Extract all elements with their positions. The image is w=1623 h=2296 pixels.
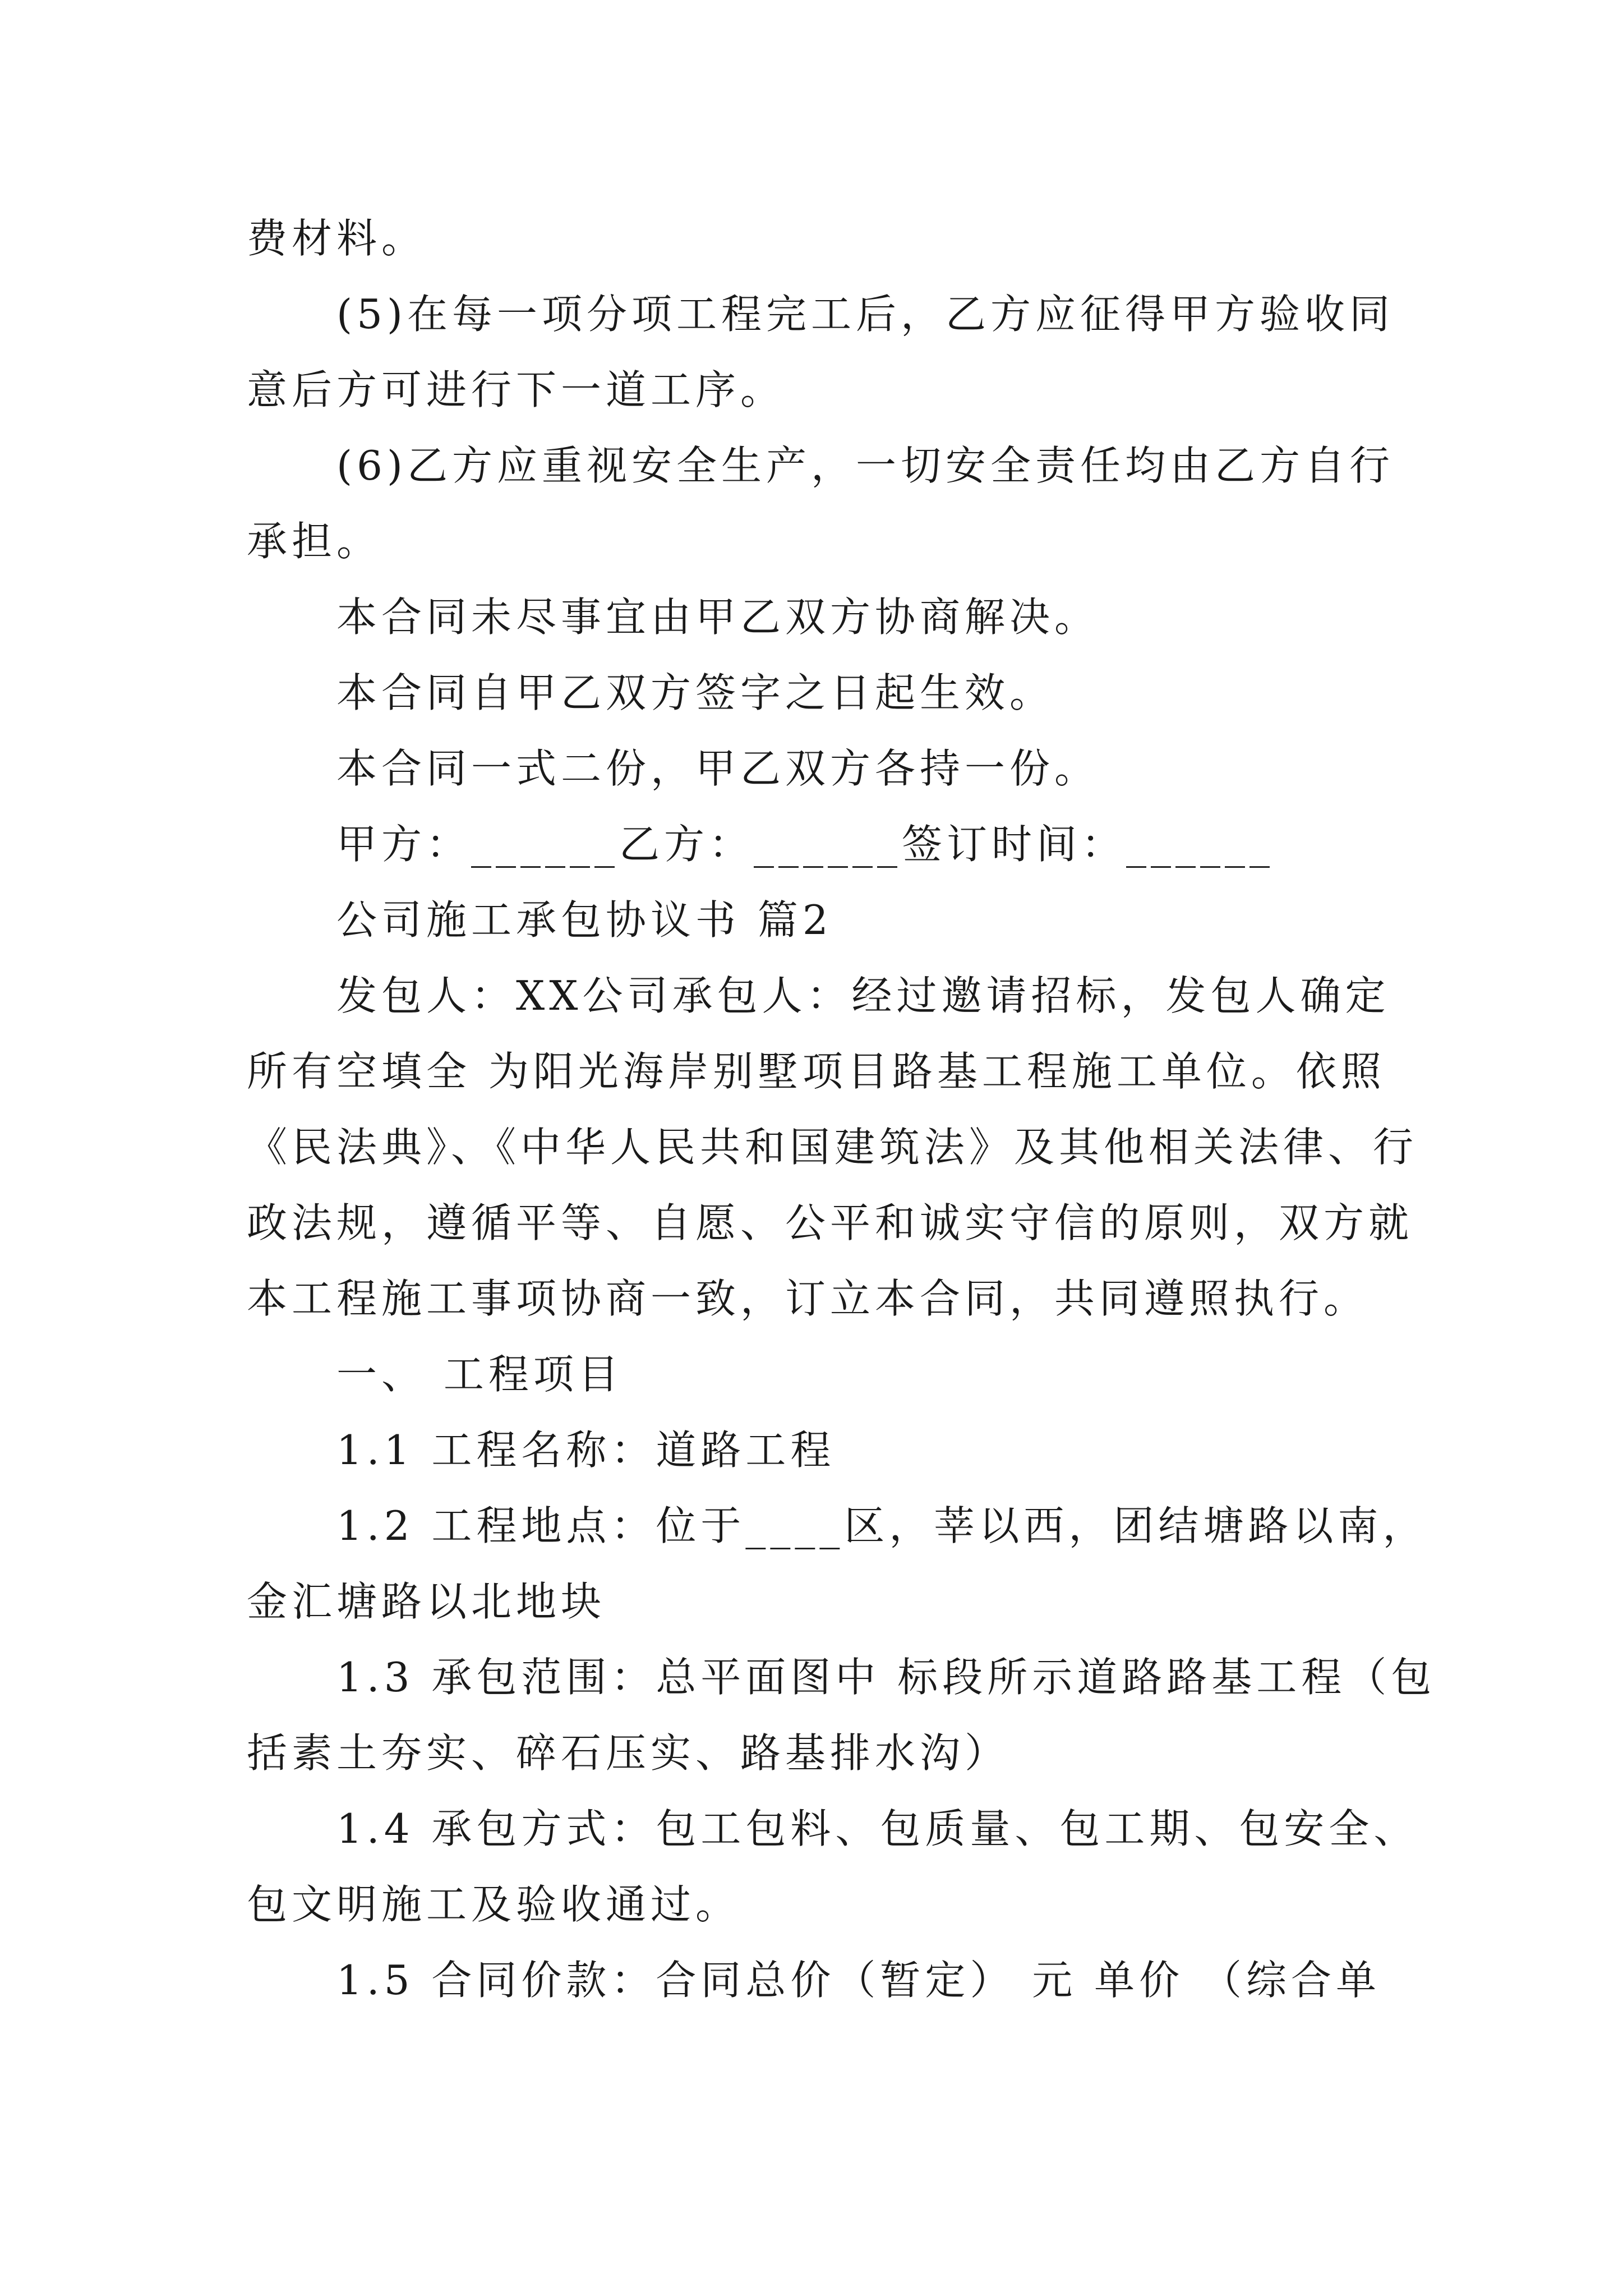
text-line: 发包人：XX公司承包人：经过邀请招标，发包人确定 <box>336 972 1390 1019</box>
text-line: 意后方可进行下一道工序。 <box>247 366 786 413</box>
clause-line: 1.5 合同价款：合同总价（暂定） 元 单价 （综合单 <box>336 1957 1381 2004</box>
clause-line: 1.4 承包方式：包工包料、包质量、包工期、包安全、 <box>336 1805 1419 1852</box>
text-line: 本合同一式二份，甲乙双方各持一份。 <box>336 745 1100 792</box>
text-line: 《民法典》、《中华人民共和国建筑法》及其他相关法律、行 <box>247 1124 1418 1171</box>
signature-line: 甲方：______乙方：______签订时间：______ <box>336 821 1275 868</box>
text-line: 承担。 <box>247 518 382 565</box>
text-line: 所有空填全 为阳光海岸别墅项目路基工程施工单位。依照 <box>247 1048 1386 1095</box>
text-line: 本合同未尽事宜由甲乙双方协商解决。 <box>336 593 1100 641</box>
text-line: (5)在每一项分项工程完工后，乙方应征得甲方验收同 <box>336 291 1394 338</box>
clause-line: 1.3 承包范围：总平面图中 标段所示道路路基工程（包 <box>336 1654 1436 1701</box>
text-line: 括素土夯实、碎石压实、路基排水沟） <box>247 1729 1010 1777</box>
text-line: 包文明施工及验收通过。 <box>247 1881 741 1928</box>
text-line: 本合同自甲乙双方签字之日起生效。 <box>336 669 1055 716</box>
text-line: 政法规，遵循平等、自愿、公平和诚实守信的原则，双方就 <box>247 1199 1414 1246</box>
clause-line: 1.2 工程地点：位于____区，莘以西，团结塘路以南， <box>336 1502 1428 1549</box>
text-line: 金汇塘路以北地块 <box>247 1578 606 1625</box>
text-line: (6)乙方应重视安全生产，一切安全责任均由乙方自行 <box>336 442 1394 489</box>
clause-line: 1.1 工程名称：道路工程 <box>336 1427 836 1474</box>
section-heading: 一、 工程项目 <box>336 1351 623 1398</box>
text-line: 本工程施工事项协商一致，订立本合同，共同遵照执行。 <box>247 1275 1369 1322</box>
section-heading: 公司施工承包协议书 篇2 <box>336 896 833 944</box>
text-line: 费材料。 <box>247 215 427 262</box>
